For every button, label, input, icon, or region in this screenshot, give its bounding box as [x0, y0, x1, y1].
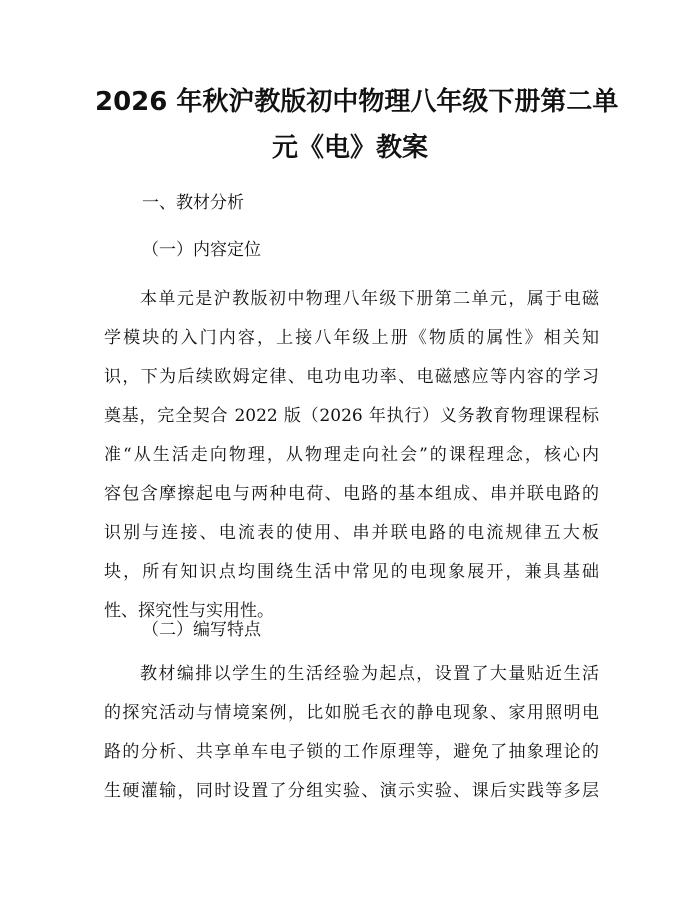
document-title-line-2: 元《电》教案	[271, 133, 428, 163]
paragraph-line: 生硬灌输，同时设置了分组实验、演示实验、课后实践等多层	[104, 781, 599, 801]
paragraph-line: 本单元是沪教版初中物理八年级下册第二单元，属于电磁	[140, 289, 599, 309]
paragraph-content-positioning	[104, 280, 599, 631]
paragraph-writing-features	[104, 655, 599, 811]
paragraph-line: 识别与连接、电流表的使用、串并联电路的电流规律五大板	[104, 523, 599, 543]
subsection-heading-writing-features: （二）编写特点	[142, 620, 261, 640]
paragraph-line: 路的分析、共享单车电子锁的工作原理等，避免了抽象理论的	[104, 742, 599, 762]
paragraph-line: 块，所有知识点均围绕生活中常见的电现象展开，兼具基础	[104, 562, 599, 582]
paragraph-line: 识，下为后续欧姆定律、电功电功率、电磁感应等内容的学习	[104, 367, 599, 387]
paragraph-line: 教材编排以学生的生活经验为起点，设置了大量贴近生活	[140, 664, 599, 684]
paragraph-line: 学模块的入门内容，上接八年级上册《物质的属性》相关知	[104, 328, 599, 348]
paragraph-line: 的探究活动与情境案例，比如脱毛衣的静电现象、家用照明电	[104, 703, 599, 723]
paragraph-line: 容包含摩擦起电与两种电荷、电路的基本组成、串并联电路的	[104, 484, 599, 504]
paragraph-line: 性、探究性与实用性。	[104, 601, 274, 621]
document-title-line-1: 2026 年秋沪教版初中物理八年级下册第二单	[95, 87, 619, 117]
paragraph-line: 奠基，完全契合 2022 版（2026 年执行）义务教育物理课程标	[104, 406, 599, 426]
paragraph-line: 准“从生活走向物理，从物理走向社会”的课程理念，核心内	[104, 445, 599, 465]
section-heading-textbook-analysis: 一、教材分析	[142, 193, 244, 213]
subsection-heading-content-positioning: （一）内容定位	[142, 240, 261, 260]
